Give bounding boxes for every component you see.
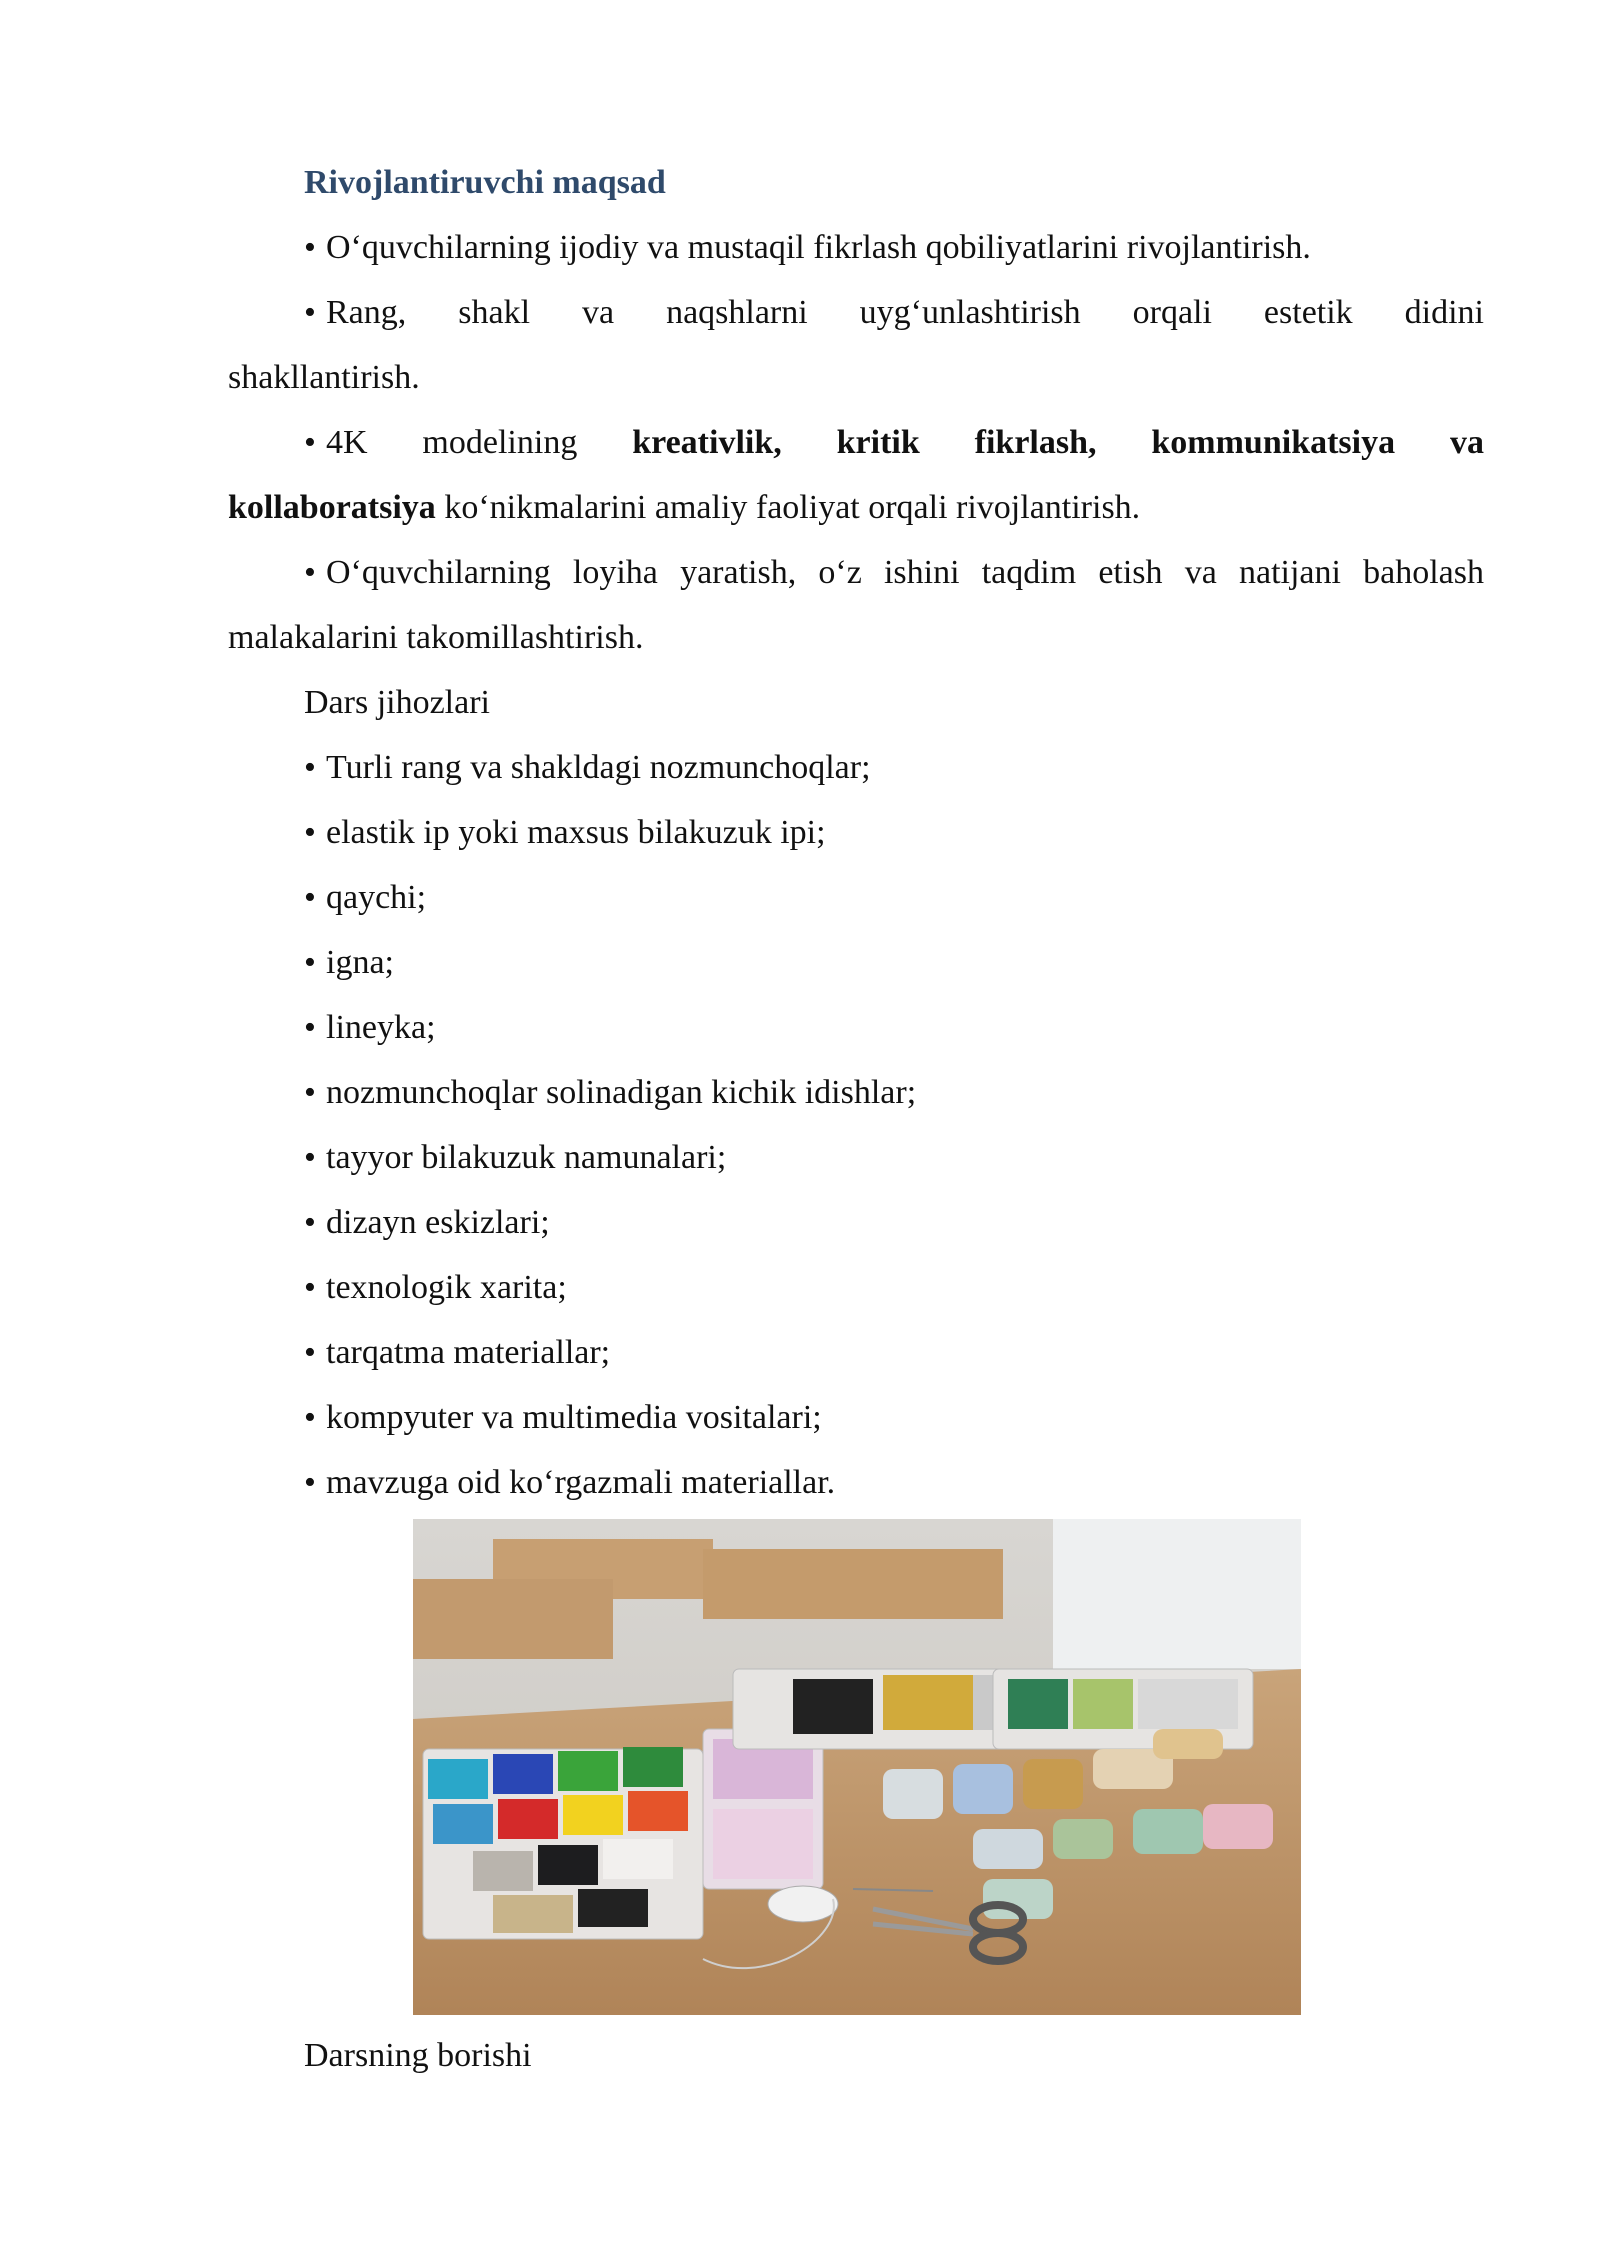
section-heading: Rivojlantiruvchi maqsad [304, 164, 666, 201]
equipment-item [228, 1255, 1484, 1320]
bullet: • [304, 749, 316, 786]
equipment-text: igna; [326, 944, 394, 981]
equipment-item [228, 995, 1484, 1060]
equipment-text: mavzuga oid ko‘rgazmali materiallar. [326, 1464, 836, 1501]
goal-continuation: shakllantirish. [228, 359, 420, 396]
equipment-item [228, 1060, 1484, 1125]
bullet: • [304, 1009, 316, 1046]
window [1053, 1519, 1301, 1669]
bullet: • [304, 229, 316, 266]
equipment-text: elastik ip yoki maxsus bilakuzuk ipi; [326, 814, 826, 851]
equipment-item [228, 930, 1484, 995]
goal-continuation: malakalarini takomillashtirish. [228, 619, 644, 656]
bead-supplies-illustration [413, 1519, 1301, 2015]
bullet: • [304, 1399, 316, 1436]
bead-box-top [733, 1669, 1023, 1749]
equipment-text: lineyka; [326, 1009, 436, 1046]
goal-bold-text: kollaboratsiya [228, 489, 436, 526]
equipment-item [228, 1320, 1484, 1385]
bullet: • [304, 1204, 316, 1241]
equipment-text: nozmunchoqlar solinadigan kichik idishlar; [326, 1074, 917, 1111]
goal-item [228, 280, 1484, 345]
goal-item [228, 410, 1484, 475]
goal-text: O‘quvchilarning loyiha yaratish, o‘z ishini taqdim etish va natijani baholash [326, 554, 1484, 591]
goal-item [228, 540, 1484, 605]
equipment-item [228, 1450, 1484, 1515]
bead-box-pearls [703, 1729, 823, 1889]
goal-text: ko‘nikmalarini amaliy faoliyat orqali rivojlantirish. [435, 489, 1141, 526]
footer-heading: Darsning borishi [304, 2037, 532, 2074]
back-desk [413, 1579, 613, 1659]
goal-text: O‘quvchilarning ijodiy va mustaqil fikrlash qobiliyatlarini rivojlantirish. [326, 229, 1311, 266]
goal-bold-text: kreativlik, kritik fikrlash, kommunikatsiya va [632, 424, 1484, 461]
equipment-text: tarqatma materiallar; [326, 1334, 611, 1371]
bullet: • [304, 554, 316, 591]
back-desk [703, 1549, 1003, 1619]
bead-box-left [423, 1747, 703, 1939]
equipment-item [228, 800, 1484, 865]
bullet: • [304, 1139, 316, 1176]
equipment-title: Dars jihozlari [304, 684, 490, 721]
bullet: • [304, 814, 316, 851]
bullet: • [304, 424, 316, 461]
bullet: • [304, 1464, 316, 1501]
bullet: • [304, 1269, 316, 1306]
goal-text: 4K modelining [326, 424, 633, 461]
equipment-text: dizayn eskizlari; [326, 1204, 550, 1241]
equipment-text: qaychi; [326, 879, 427, 916]
equipment-text: tayyor bilakuzuk namunalari; [326, 1139, 727, 1176]
equipment-item [228, 735, 1484, 800]
goal-item [228, 215, 1484, 280]
bullet: • [304, 1334, 316, 1371]
equipment-list [228, 735, 1484, 1515]
bullet: • [304, 879, 316, 916]
bead-supplies-photo [413, 1519, 1301, 2015]
page-content [228, 150, 1484, 2088]
equipment-item [228, 1125, 1484, 1190]
goal-continuation [228, 475, 1484, 540]
equipment-item [228, 1190, 1484, 1255]
equipment-text: texnologik xarita; [326, 1269, 567, 1306]
equipment-text: Turli rang va shakldagi nozmunchoqlar; [326, 749, 871, 786]
bullet: • [304, 294, 316, 331]
equipment-text: kompyuter va multimedia vositalari; [326, 1399, 822, 1436]
equipment-item [228, 865, 1484, 930]
bullet: • [304, 1074, 316, 1111]
goal-text: Rang, shakl va naqshlarni uyg‘unlashtirish orqali estetik didini [326, 294, 1484, 331]
bullet: • [304, 944, 316, 981]
equipment-item [228, 1385, 1484, 1450]
